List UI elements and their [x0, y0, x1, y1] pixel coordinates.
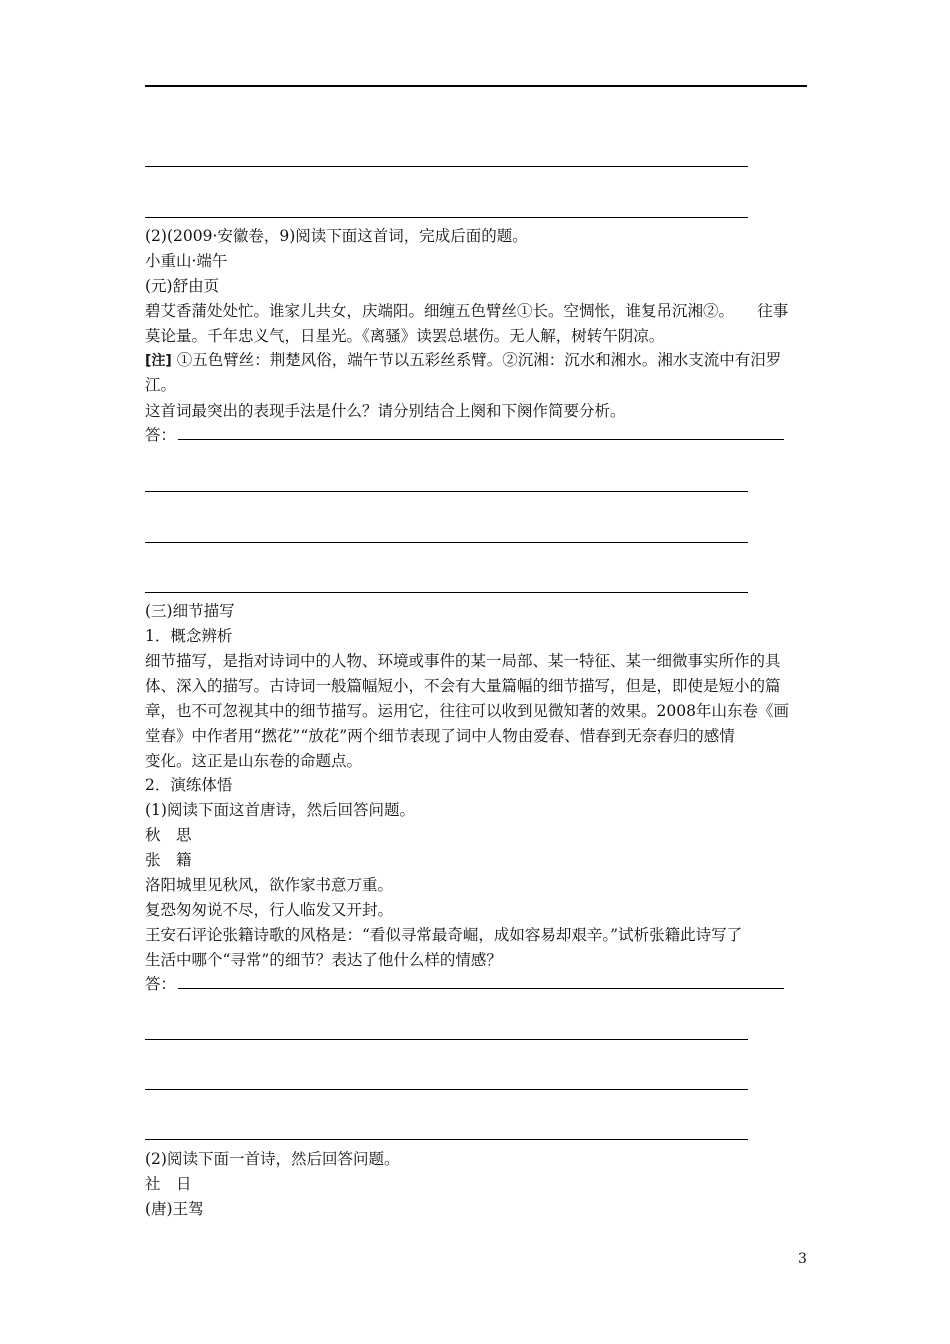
answer-row [145, 425, 784, 445]
poem-author: (唐)王驾 [145, 1200, 204, 1218]
answer-line[interactable] [145, 1139, 748, 1140]
paragraph-line: 堂春》中作者用“撚花”“放花”两个细节表现了词中人物由爱春、惜春到无奈春归的感情 [145, 727, 735, 745]
paragraph-line: 细节描写，是指对诗词中的人物、环境或事件的某一局部、某一特征、某一细微事实所作的具 [145, 652, 781, 670]
poem-title: 秋 思 [145, 826, 192, 844]
poem-title: 小重山·端午 [145, 252, 228, 270]
answer-label: 答： [145, 426, 177, 444]
subheading: 1．概念辨析 [145, 627, 233, 645]
poem-author: 张 籍 [145, 851, 192, 869]
answer-line[interactable] [145, 1089, 748, 1090]
answer-input-line[interactable] [178, 425, 784, 440]
paragraph-line: 章，也不可忽视其中的细节描写。运用它，往往可以收到见微知著的效果。2008年山东卷《画 [145, 702, 789, 720]
poem-line: 莫论量。千年忠义气，日星光。《离骚》读罢总堪伤。无人解，树转午阴凉。 [145, 327, 665, 345]
answer-line[interactable] [145, 491, 748, 492]
note-tag: [注] [145, 353, 172, 369]
question-prompt: (2)阅读下面一首诗，然后回答问题。 [145, 1150, 400, 1168]
question-prompt: (1)阅读下面这首唐诗，然后回答问题。 [145, 801, 415, 819]
note-text: ①五色臂丝：荆楚风俗，端午节以五彩丝系臂。②沉湘：沉水和湘水。湘水支流中有汨罗 [176, 351, 782, 369]
question-text: 这首词最突出的表现手法是什么？请分别结合上阕和下阕作简要分析。 [145, 402, 626, 420]
paragraph-line: 变化。这正是山东卷的命题点。 [145, 752, 363, 770]
poem-line: 碧艾香蒲处处忙。谁家儿共女，庆端阳。细缠五色臂丝①长。空惆怅，谁复吊沉湘②。 往事 [145, 302, 789, 320]
annotation [145, 350, 781, 371]
question-text: 王安石评论张籍诗歌的风格是：“看似寻常最奇崛，成如容易却艰辛。”试析张籍此诗写了 [145, 926, 743, 944]
poem-line: 复恐匆匆说不尽，行人临发又开封。 [145, 901, 394, 919]
poem-author: (元)舒由页 [145, 277, 220, 295]
answer-line [145, 166, 748, 167]
poem-line: 洛阳城里见秋风，欲作家书意万重。 [145, 876, 394, 894]
page-number: 3 [798, 1251, 807, 1267]
answer-line[interactable] [145, 592, 748, 593]
answer-line [145, 217, 748, 218]
answer-line[interactable] [145, 542, 748, 543]
top-rule [145, 85, 807, 87]
annotation: 江。 [145, 376, 177, 394]
answer-row [145, 974, 784, 994]
poem-title: 社 日 [145, 1175, 192, 1193]
subheading: 2．演练体悟 [145, 776, 233, 794]
paragraph-line: 体、深入的描写。古诗词一般篇幅短小，不会有大量篇幅的细节描写，但是，即使是短小的篇 [145, 677, 781, 695]
section-heading: (三)细节描写 [145, 602, 235, 620]
question-prompt: (2)(2009·安徽卷，9)阅读下面这首词，完成后面的题。 [145, 227, 528, 245]
answer-line[interactable] [145, 1039, 748, 1040]
answer-label: 答： [145, 975, 177, 993]
answer-input-line[interactable] [178, 974, 784, 989]
question-text: 生活中哪个“寻常”的细节？表达了他什么样的情感？ [145, 951, 502, 969]
